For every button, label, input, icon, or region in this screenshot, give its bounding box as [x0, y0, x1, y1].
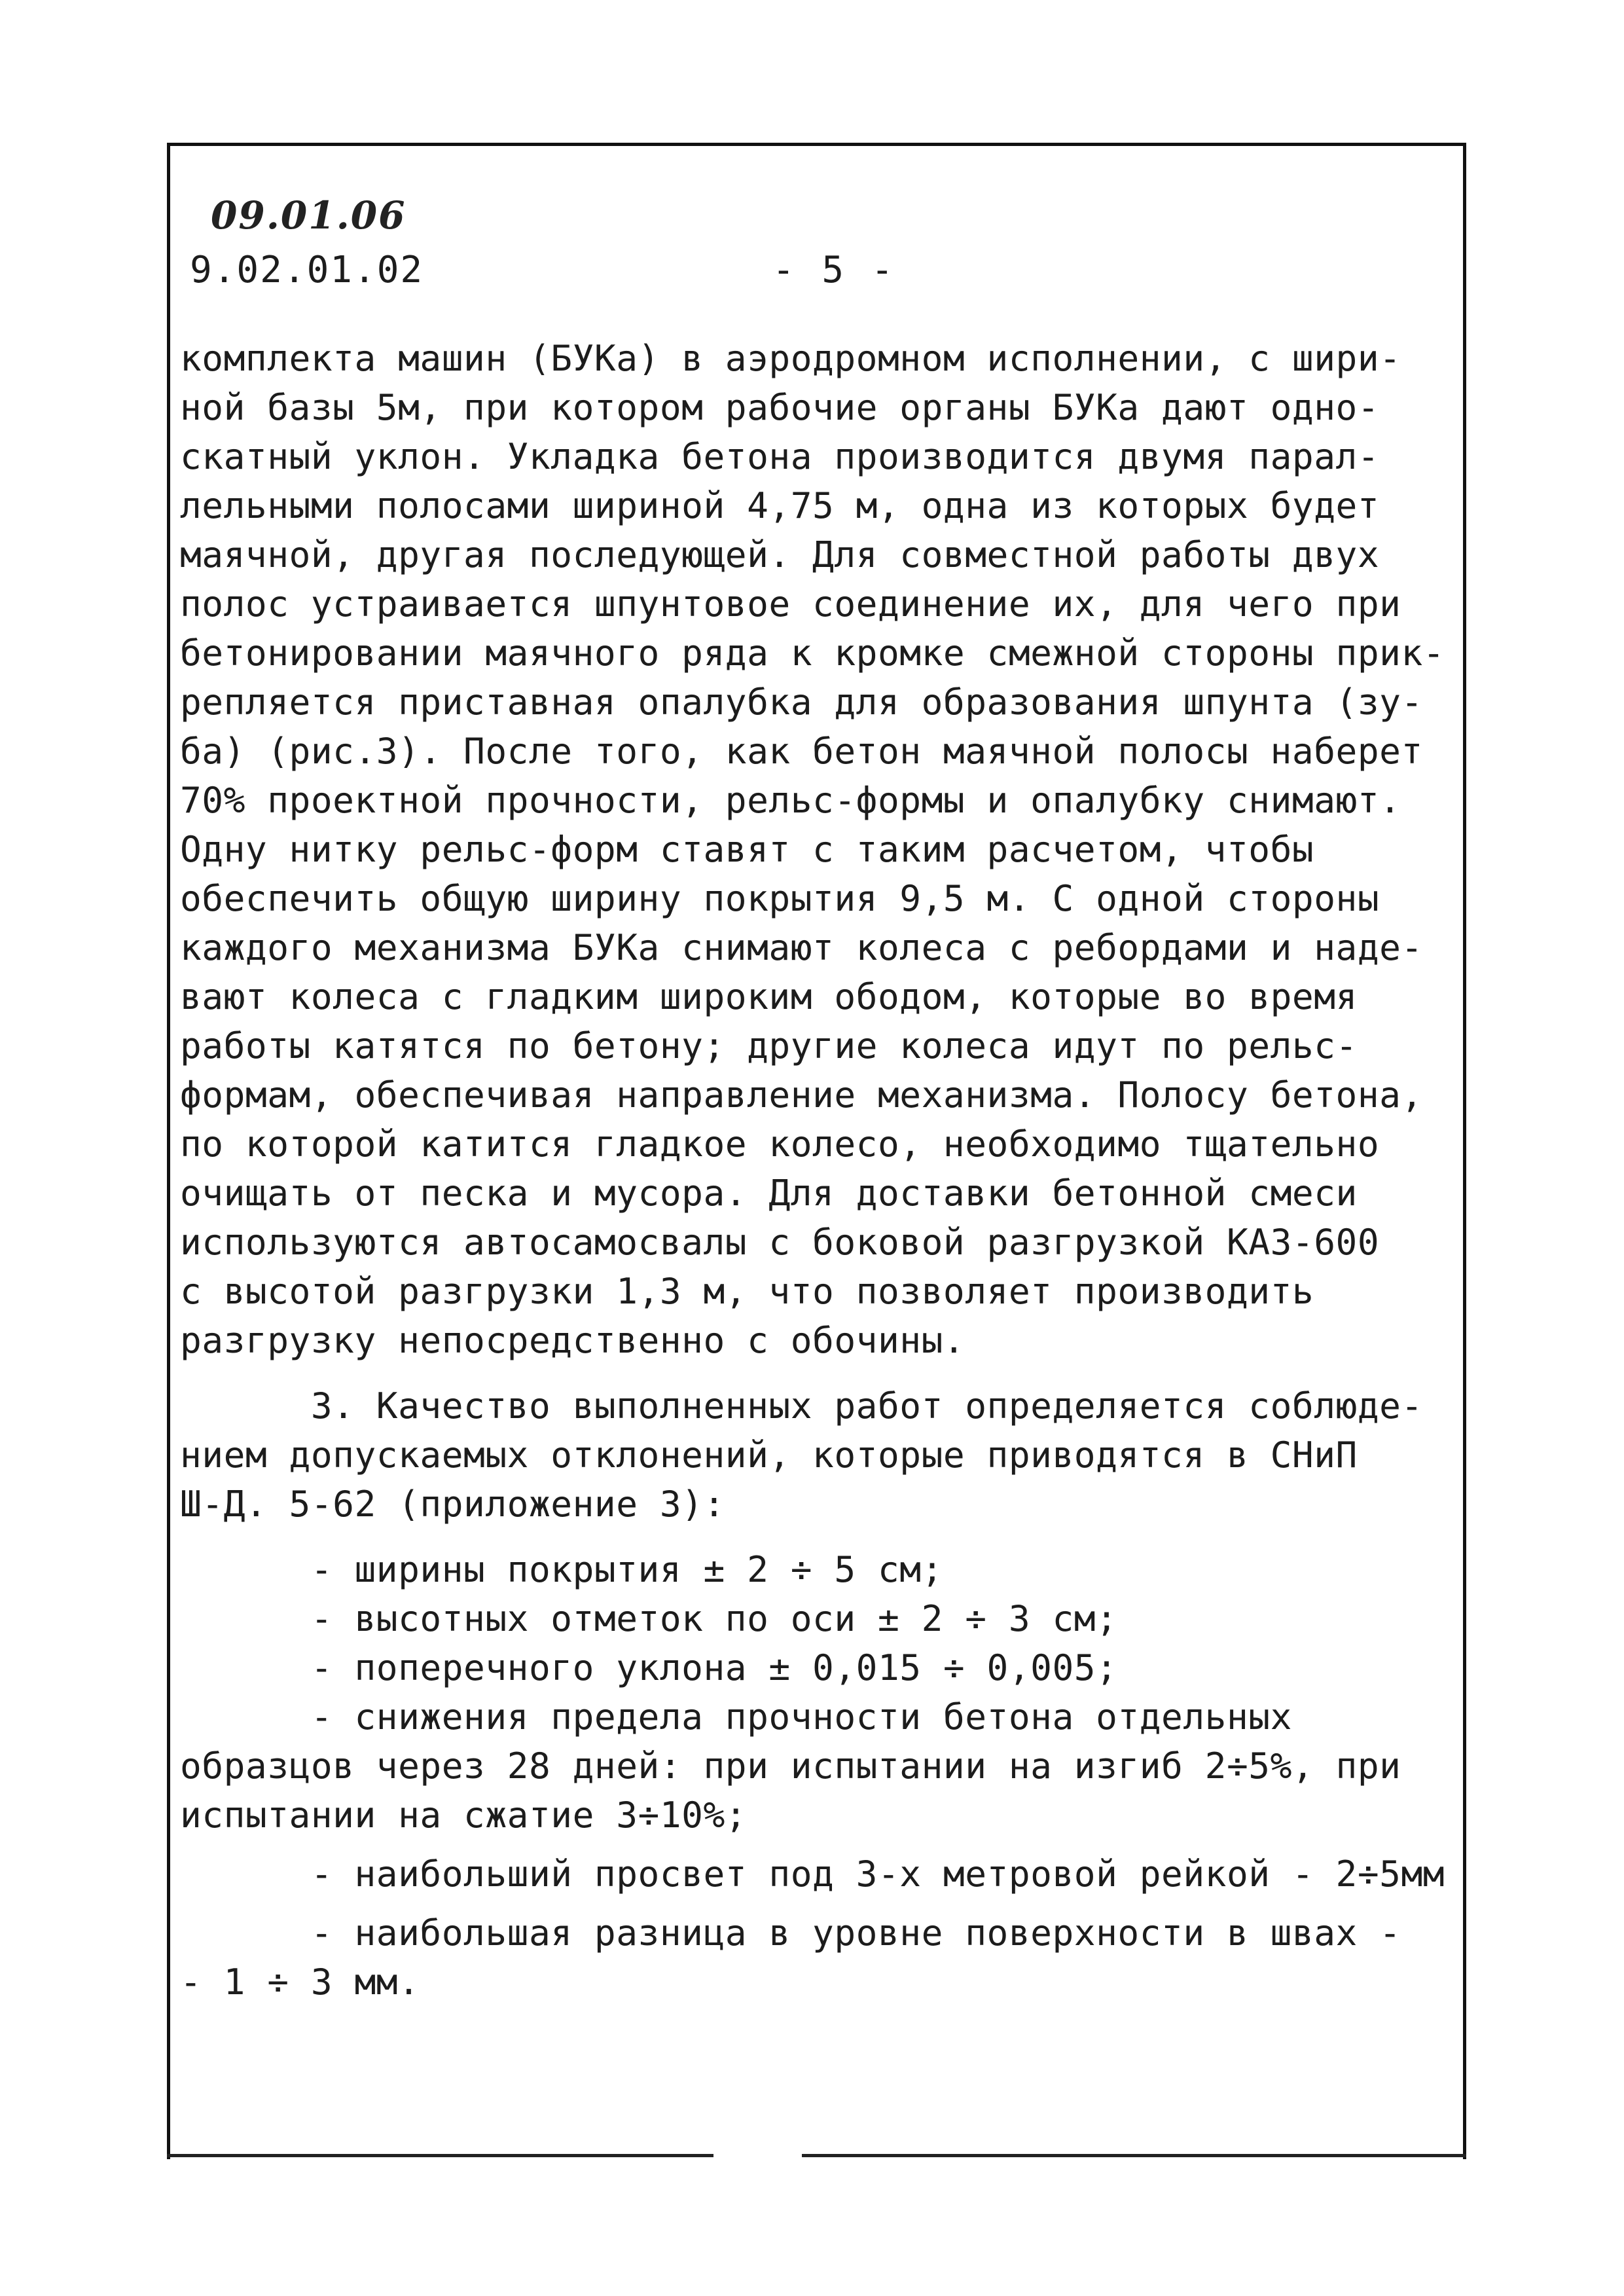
text-line: с высотой разгрузки 1,3 м, что позволяет производить: [180, 1270, 1314, 1312]
text-line: обеспечить общую ширину покрытия 9,5 м. С одной стороны: [180, 877, 1380, 919]
text-line: нием допускаемых отклонений, которые приводятся в СНиП: [180, 1434, 1358, 1476]
bottom-rule-left: [167, 2154, 713, 2157]
text-line: разгрузку непосредственно с обочины.: [180, 1319, 965, 1361]
text-line: маячной, другая последующей. Для совместной работы двух: [180, 534, 1380, 575]
text-line: испытании на сжатие 3÷10%;: [180, 1794, 748, 1836]
text-line: - 1 ÷ 3 мм.: [180, 1961, 420, 2003]
text-line: очищать от песка и мусора. Для доставки бетонной смеси: [180, 1172, 1358, 1214]
text-line: ной базы 5м, при котором рабочие органы БУКа дают одно-: [180, 386, 1380, 428]
text-line: бетонировании маячного ряда к кромке смежной стороны прик-: [180, 632, 1445, 674]
text-line: - наибольший просвет под 3-х метровой рейкой - 2÷5мм: [180, 1853, 1445, 1895]
text-line: лельными полосами шириной 4,75 м, одна из которых будет: [180, 484, 1380, 526]
text-line: - наибольшая разница в уровне поверхности в швах -: [180, 1912, 1401, 1954]
text-line: полос устраивается шпунтовое соединение их, для чего при: [180, 583, 1401, 625]
text-line: скатный уклон. Укладка бетона производится двумя парал-: [180, 435, 1380, 477]
text-line: Одну нитку рельс-форм ставят с таким расчетом, чтобы: [180, 828, 1314, 870]
text-line: вают колеса с гладким широким ободом, которые во время: [180, 975, 1358, 1017]
text-line: 3. Качество выполненных работ определяется соблюде-: [180, 1385, 1423, 1427]
text-line: формам, обеспечивая направление механизма. Полосу бетона,: [180, 1074, 1423, 1116]
text-line: работы катятся по бетону; другие колеса идут по рельс-: [180, 1025, 1358, 1066]
handwritten-code: 09.01.06: [211, 193, 406, 238]
text-line: по которой катится гладкое колесо, необходимо тщательно: [180, 1123, 1380, 1165]
page-number: - 5 -: [772, 249, 896, 291]
document-code: 9.02.01.02: [190, 249, 424, 291]
text-line: - снижения предела прочности бетона отдельных: [180, 1696, 1292, 1738]
text-line: Ш-Д. 5-62 (приложение 3):: [180, 1483, 725, 1525]
bottom-rule-right: [802, 2154, 1466, 2157]
text-line: - ширины покрытия ± 2 ÷ 5 см;: [180, 1548, 943, 1590]
text-line: - высотных отметок по оси ± 2 ÷ 3 см;: [180, 1597, 1118, 1639]
text-line: ба) (рис.3). После того, как бетон маячной полосы наберет: [180, 730, 1423, 772]
text-line: репляется приставная опалубка для образования шпунта (зу-: [180, 681, 1423, 723]
text-line: каждого механизма БУКа снимают колеса с ребордами и наде-: [180, 926, 1423, 968]
text-line: комплекта машин (БУКа) в аэродромном исполнении, с шири-: [180, 337, 1401, 379]
text-line: - поперечного уклона ± 0,015 ÷ 0,005;: [180, 1647, 1118, 1688]
text-line: используются автосамосвалы с боковой разгрузкой КАЗ-600: [180, 1221, 1380, 1263]
text-line: образцов через 28 дней: при испытании на изгиб 2÷5%, при: [180, 1745, 1401, 1787]
text-line: 70% проектной прочности, рельс-формы и опалубку снимают.: [180, 779, 1401, 821]
